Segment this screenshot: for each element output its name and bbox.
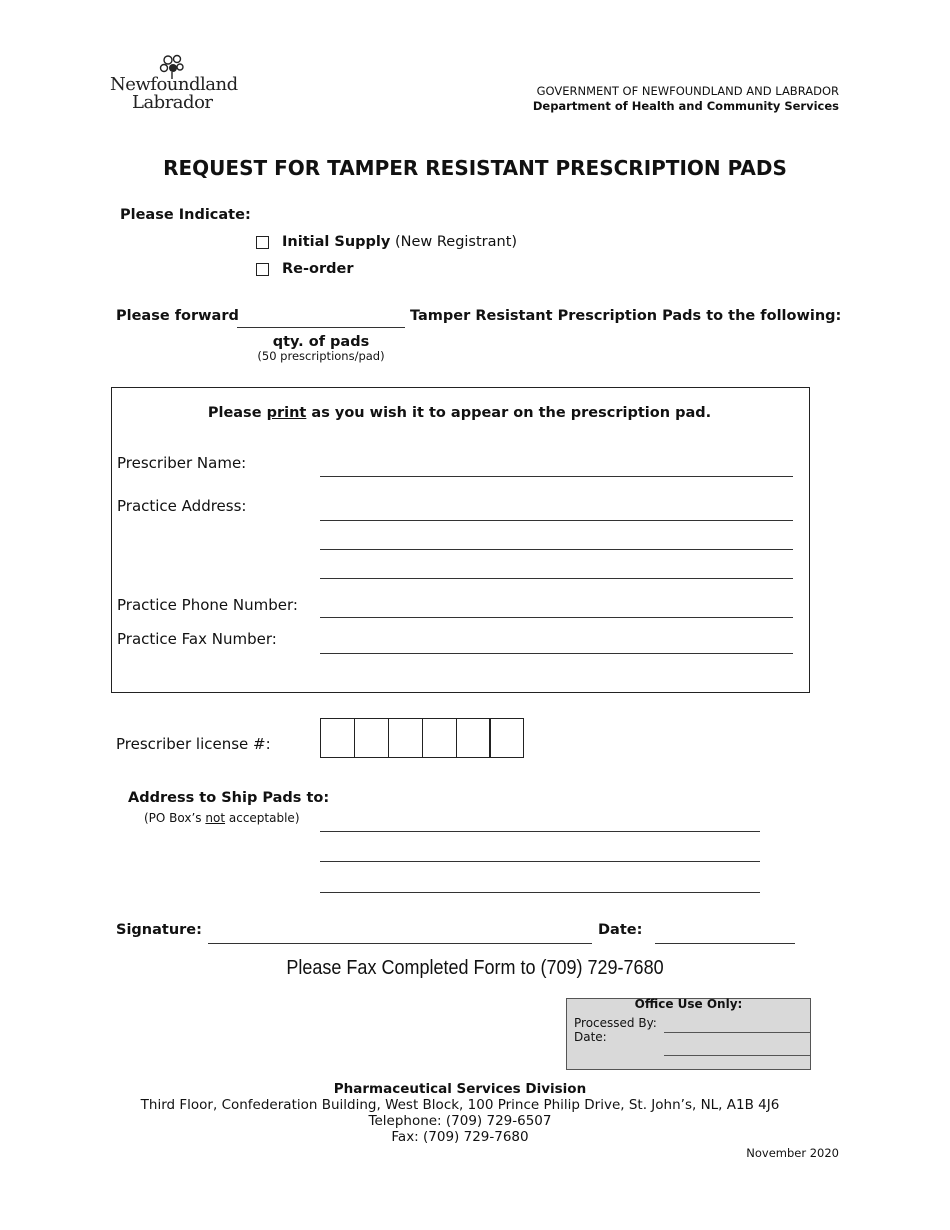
- forward-label: Please forward: [116, 308, 239, 324]
- processed-by-label: Processed By:: [574, 1016, 657, 1030]
- ship-note-emph: not: [205, 811, 226, 825]
- forward-trailing-text: Tamper Resistant Prescription Pads to the following:: [410, 308, 842, 324]
- footer-telephone: Telephone: (709) 729-6507: [368, 1113, 552, 1129]
- license-digit-6[interactable]: [489, 718, 524, 758]
- ship-address-field-2[interactable]: [320, 861, 760, 862]
- office-use-title: Office Use Only:: [634, 997, 743, 1011]
- ship-note-pre: (PO Box’s: [144, 811, 202, 825]
- initial-supply-note: (New Registrant): [394, 234, 518, 250]
- practice-phone-label: Practice Phone Number:: [117, 596, 298, 614]
- reorder-label: Re-order: [282, 261, 354, 277]
- government-name: GOVERNMENT OF NEWFOUNDLAND AND LABRADOR: [536, 84, 839, 98]
- qty-label: qty. of pads: [272, 334, 370, 350]
- initial-supply-label: Initial Supply: [282, 234, 391, 250]
- prescriber-name-field[interactable]: [320, 476, 793, 477]
- date-field[interactable]: [655, 943, 795, 944]
- indicate-label: Please Indicate:: [120, 207, 251, 223]
- initial-supply-checkbox[interactable]: [256, 236, 269, 249]
- license-digit-1[interactable]: [320, 718, 355, 758]
- license-label: Prescriber license #:: [116, 735, 271, 753]
- nl-logo: [108, 54, 238, 114]
- logo-labrador: Labrador: [132, 92, 213, 113]
- print-instruction-pre: Please: [207, 405, 262, 421]
- department-name: Department of Health and Community Services: [532, 99, 839, 113]
- processed-by-field[interactable]: [664, 1032, 810, 1033]
- footer-division: Pharmaceutical Services Division: [333, 1081, 587, 1097]
- print-instruction: [111, 405, 808, 421]
- ship-address-field-3[interactable]: [320, 892, 760, 893]
- office-date-field[interactable]: [664, 1055, 810, 1056]
- revision-date: November 2020: [746, 1146, 839, 1160]
- license-digit-4[interactable]: [422, 718, 457, 758]
- office-date-label: Date:: [574, 1030, 607, 1044]
- qty-pads-field[interactable]: [237, 327, 405, 328]
- qty-note: (50 prescriptions/pad): [257, 349, 385, 363]
- signature-label: Signature:: [116, 922, 202, 938]
- ship-address-field-1[interactable]: [320, 831, 760, 832]
- practice-fax-field[interactable]: [320, 653, 793, 654]
- practice-address-field-2[interactable]: [320, 549, 793, 550]
- practice-address-label: Practice Address:: [117, 497, 247, 515]
- practice-address-field-3[interactable]: [320, 578, 793, 579]
- reorder-checkbox[interactable]: [256, 263, 269, 276]
- signature-field[interactable]: [208, 943, 592, 944]
- print-instruction-post: as you wish it to appear on the prescription pad.: [311, 405, 712, 421]
- practice-phone-field[interactable]: [320, 617, 793, 618]
- date-label: Date:: [598, 922, 643, 938]
- practice-fax-label: Practice Fax Number:: [117, 630, 277, 648]
- ship-address-note: [144, 811, 300, 825]
- license-digit-5[interactable]: [456, 718, 491, 758]
- ship-note-post: acceptable): [228, 811, 300, 825]
- footer-address: Third Floor, Confederation Building, West Block, 100 Prince Philip Drive, St. John’s, NL, A1B 4J6: [140, 1097, 780, 1113]
- fax-notice: Please Fax Completed Form to (709) 729-7680: [286, 957, 664, 979]
- initial-supply-option: [282, 234, 517, 250]
- logo-newfoundland: Newfoundland: [110, 74, 238, 95]
- prescriber-name-label: Prescriber Name:: [117, 454, 247, 472]
- practice-address-field-1[interactable]: [320, 520, 793, 521]
- license-digit-2[interactable]: [354, 718, 389, 758]
- footer-fax: Fax: (709) 729-7680: [391, 1129, 529, 1145]
- print-instruction-emph: print: [266, 405, 307, 421]
- license-digit-3[interactable]: [388, 718, 423, 758]
- page-title: REQUEST FOR TAMPER RESISTANT PRESCRIPTION PADS: [163, 156, 787, 180]
- ship-address-label: Address to Ship Pads to:: [128, 790, 330, 806]
